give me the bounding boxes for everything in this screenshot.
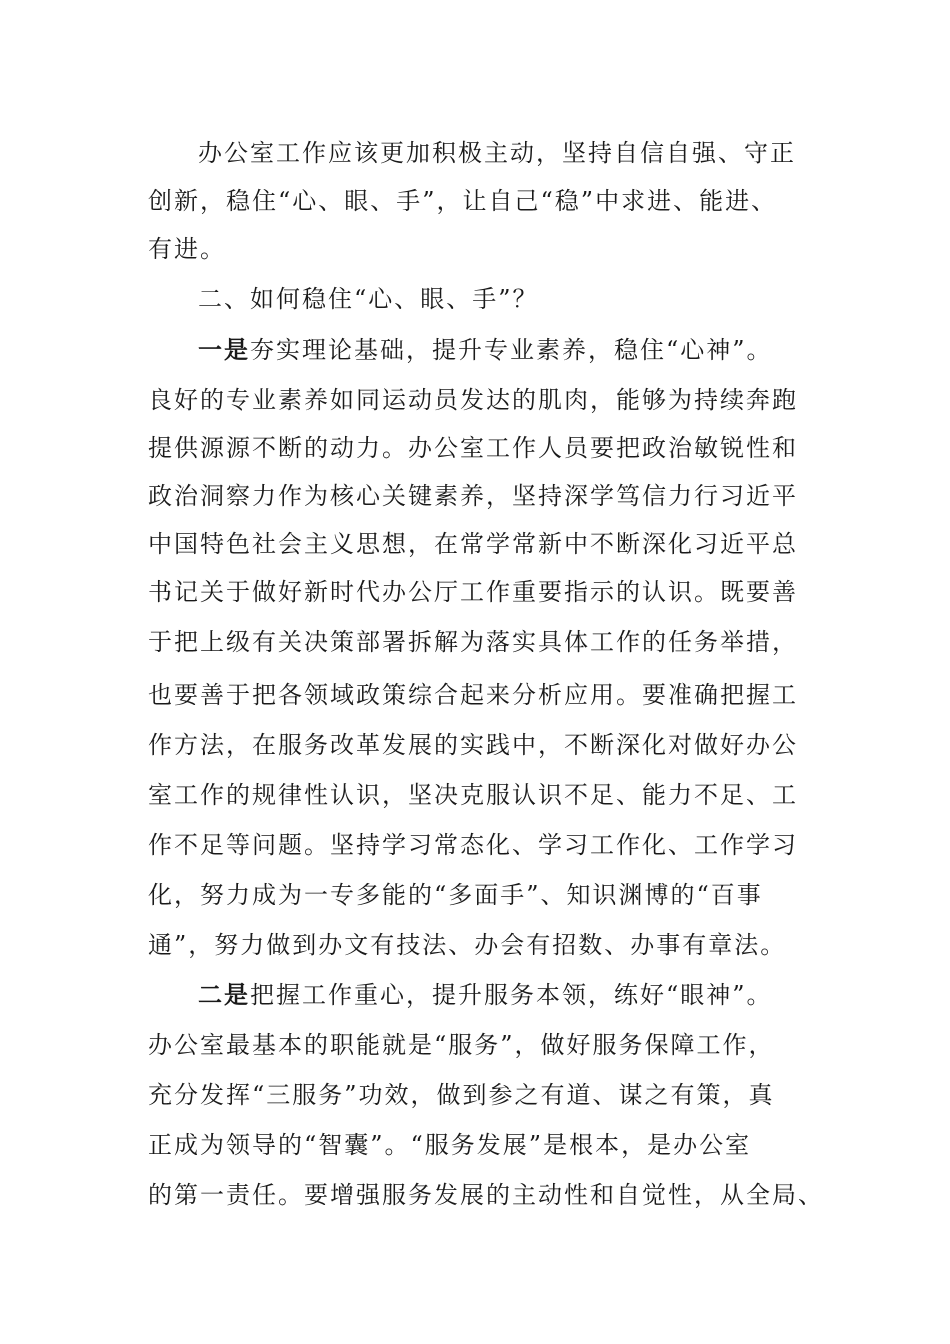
point1-title: 夯实理论基础，提升专业素养，稳住“心神”。 — [250, 336, 773, 364]
paragraph-line: 书记关于做好新时代办公厅工作重要指示的认识。既要善 — [148, 578, 798, 606]
intro-line: 办公室工作应该更加积极主动，坚持自信自强、守正 — [198, 139, 796, 167]
point1-lead: 一是 — [198, 335, 250, 364]
paragraph-line: 作方法，在服务改革发展的实践中，不断深化对做好办公 — [148, 731, 798, 759]
section-heading: 二、如何稳住“心、眼、手”？ — [198, 285, 539, 313]
paragraph-line: 的第一责任。要增强服务发展的主动性和自觉性，从全局、 — [148, 1181, 824, 1209]
paragraph-line: 提供源源不断的动力。办公室工作人员要把政治敏锐性和 — [148, 434, 798, 462]
point2-lead: 二是 — [198, 980, 250, 1009]
paragraph-line: 正成为领导的“智囊”。“服务发展”是根本，是办公室 — [148, 1131, 752, 1159]
paragraph-line: 政治洞察力作为核心关键素养，坚持深学笃信力行习近平 — [148, 482, 798, 510]
intro-line: 有进。 — [148, 235, 226, 263]
paragraph-line: 于把上级有关决策部署拆解为落实具体工作的任务举措， — [148, 628, 798, 656]
paragraph-line: 中国特色社会主义思想，在常学常新中不断深化习近平总 — [148, 530, 798, 558]
point2-first-line — [198, 980, 773, 1010]
paragraph-line: 充分发挥“三服务”功效，做到参之有道、谋之有策，真 — [148, 1081, 775, 1109]
paragraph-line: 办公室最基本的职能就是“服务”，做好服务保障工作， — [148, 1031, 775, 1059]
paragraph-line: 良好的专业素养如同运动员发达的肌肉，能够为持续奔跑 — [148, 386, 798, 414]
paragraph-line: 通”，努力做到办文有技法、办会有招数、办事有章法。 — [148, 931, 787, 959]
paragraph-line: 也要善于把各领域政策综合起来分析应用。要准确把握工 — [148, 681, 798, 709]
point1-first-line — [198, 335, 773, 365]
paragraph-line: 作不足等问题。坚持学习常态化、学习工作化、工作学习 — [148, 831, 798, 859]
paragraph-line: 化，努力成为一专多能的“多面手”、知识渊博的“百事 — [148, 881, 763, 909]
paragraph-line: 室工作的规律性认识，坚决克服认识不足、能力不足、工 — [148, 781, 798, 809]
intro-line: 创新，稳住“心、眼、手”，让自己“稳”中求进、能进、 — [148, 187, 778, 215]
point2-title: 把握工作重心，提升服务本领，练好“眼神”。 — [250, 981, 773, 1009]
